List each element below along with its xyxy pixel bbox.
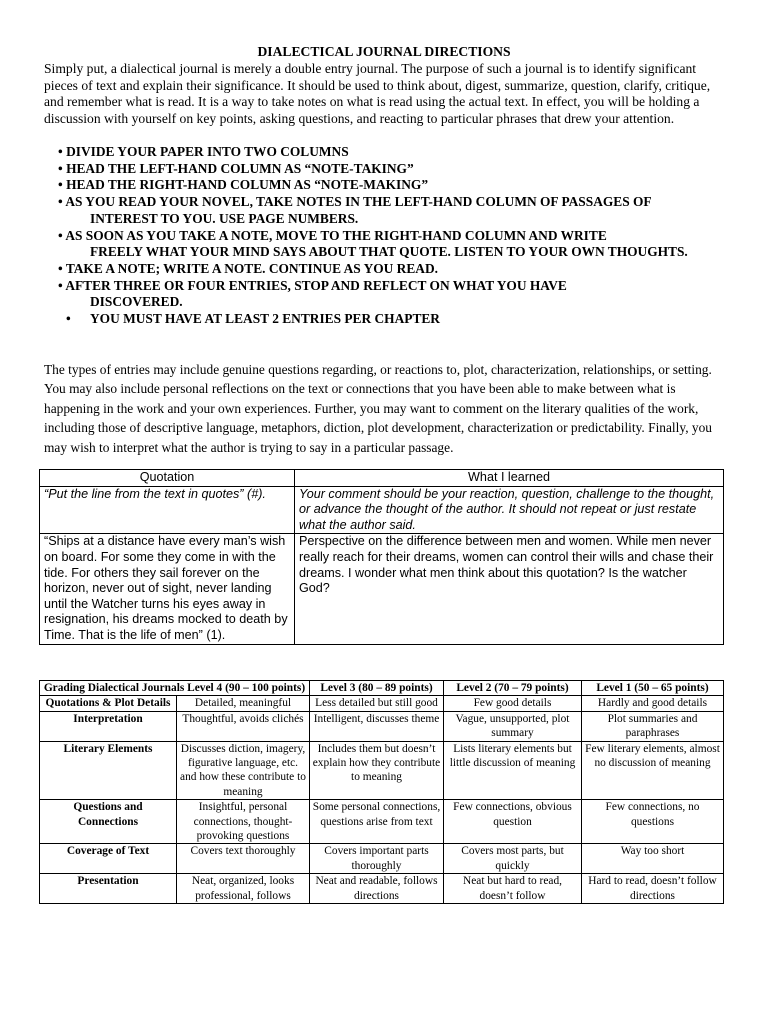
criterion-cell: Presentation xyxy=(40,874,177,904)
table-header-row xyxy=(40,470,724,487)
level4-cell: Thoughtful, avoids clichés xyxy=(177,711,310,741)
list-item-text: AFTER THREE OR FOUR ENTRIES, STOP AND REFLECT ON WHAT YOU HAVE xyxy=(65,277,567,293)
directions-list xyxy=(58,144,728,328)
level3-cell: Neat and readable, follows directions xyxy=(310,874,444,904)
page-title: DIALECTICAL JOURNAL DIRECTIONS xyxy=(257,44,511,59)
level1-cell: Few connections, no questions xyxy=(582,800,724,844)
rubric-row xyxy=(40,741,724,800)
rubric-row xyxy=(40,696,724,711)
table-row xyxy=(40,534,724,644)
level3-cell: Some personal connections, questions arise from text xyxy=(310,800,444,844)
bullet-mark: • xyxy=(58,260,63,276)
list-item xyxy=(58,311,728,328)
level4-cell: Discusses diction, imagery, figurative language, etc. and how these contribute to meaning xyxy=(177,741,310,800)
rubric-header: Grading Dialectical Journals Level 4 (90 – 100 points) xyxy=(40,681,310,696)
list-item xyxy=(58,261,728,278)
list-item xyxy=(58,228,728,261)
list-item-text: AS SOON AS YOU TAKE A NOTE, MOVE TO THE RIGHT-HAND COLUMN AND WRITE xyxy=(65,227,607,243)
list-item-text: HEAD THE RIGHT-HAND COLUMN AS “NOTE-MAKING” xyxy=(66,177,429,193)
rubric-header-row xyxy=(40,681,724,696)
table-row xyxy=(40,486,724,534)
level3-cell: Covers important parts thoroughly xyxy=(310,844,444,874)
level1-cell: Plot summaries and paraphrases xyxy=(582,711,724,741)
level2-cell: Vague, unsupported, plot summary xyxy=(444,711,582,741)
entry-types-paragraph: The types of entries may include genuine questions regarding, or reactions to, plot, characterization, relationships, or setting. You may also include personal reflections on the text or connections that you have been able to make between what is happening in the work and your own experiences. Further, you may want to comment on the literary qualities of the work, including those of descriptive language, metaphors, diction, plot development, characterization or predictability. Finally, you may wish to interpret what the author is trying to say in a particular passage. xyxy=(44,362,712,455)
level2-cell: Lists literary elements but little discussion of meaning xyxy=(444,741,582,800)
list-item-text: AS YOU READ YOUR NOVEL, TAKE NOTES IN THE LEFT-HAND COLUMN OF PASSAGES OF xyxy=(65,194,652,210)
level4-cell: Covers text thoroughly xyxy=(177,844,310,874)
bullet-mark: • xyxy=(58,194,63,210)
rubric-header: Level 3 (80 – 89 points) xyxy=(310,681,444,696)
level2-cell: Covers most parts, but quickly xyxy=(444,844,582,874)
grading-rubric-table xyxy=(39,680,724,904)
level4-cell: Neat, organized, looks professional, follows xyxy=(177,874,310,904)
level4-cell: Detailed, meaningful xyxy=(177,696,310,711)
column-header: Quotation xyxy=(40,470,295,487)
list-item-text: DIVIDE YOUR PAPER INTO TWO COLUMNS xyxy=(66,144,349,159)
list-item-continuation: DISCOVERED. xyxy=(90,294,183,310)
list-item-text: YOU MUST HAVE AT LEAST 2 ENTRIES PER CHAPTER xyxy=(90,311,440,327)
level4-cell: Insightful, personal connections, thought-provoking questions xyxy=(177,800,310,844)
intro-paragraph: Simply put, a dialectical journal is merely a double entry journal. The purpose of such a journal is to identify significant pieces of text and explain their significance. It should be used to think about, digest, summarize, question, clarify, critique, and remember what is read. It is a way to take notes on what is read using the actual text. In effect, you will be holding a discussion with yourself on key points, asking questions, and reacting to particular phrases that drew your attention. xyxy=(44,61,711,126)
criterion-cell: Interpretation xyxy=(40,711,177,741)
level1-cell: Few literary elements, almost no discussion of meaning xyxy=(582,741,724,800)
learned-cell: Your comment should be your reaction, question, challenge to the thought, or advance the thought of the author. It should not repeat or just restate what the author said. xyxy=(295,486,724,534)
level3-cell: Intelligent, discusses theme xyxy=(310,711,444,741)
quote-cell: “Ships at a distance have every man’s wish on board. For some they come in with the tide. For others they sail forever on the horizon, never out of sight, never landing until the Watcher turns his eyes away in resignation, his dreams mocked to death by Time. That is the life of men” (1). xyxy=(40,534,295,644)
bullet-mark: • xyxy=(58,160,63,176)
list-item xyxy=(58,161,728,178)
rubric-row xyxy=(40,800,724,844)
learned-cell: Perspective on the difference between men and women. While men never really reach for their dreams, women can control their wills and chase their dreams. I wonder what men think about this quotation? Is the watcher God? xyxy=(295,534,724,644)
list-item-continuation: INTEREST TO YOU. USE PAGE NUMBERS. xyxy=(90,210,359,226)
journal-example-table xyxy=(39,469,724,645)
criterion-cell: Questions and Connections xyxy=(40,800,177,844)
level2-cell: Neat but hard to read, doesn’t follow xyxy=(444,874,582,904)
list-item xyxy=(58,144,728,161)
bullet-mark: • xyxy=(58,177,63,193)
level2-cell: Few good details xyxy=(444,696,582,711)
rubric-row xyxy=(40,874,724,904)
criterion-cell: Coverage of Text xyxy=(40,844,177,874)
criterion-cell: Quotations & Plot Details xyxy=(40,696,177,711)
rubric-row xyxy=(40,711,724,741)
column-header: What I learned xyxy=(295,470,724,487)
rubric-header: Level 1 (50 – 65 points) xyxy=(582,681,724,696)
level1-cell: Hard to read, doesn’t follow directions xyxy=(582,874,724,904)
list-item xyxy=(58,177,728,194)
level3-cell: Includes them but doesn’t explain how they contribute to meaning xyxy=(310,741,444,800)
level2-cell: Few connections, obvious question xyxy=(444,800,582,844)
level1-cell: Hardly and good details xyxy=(582,696,724,711)
list-item-continuation: FREELY WHAT YOUR MIND SAYS ABOUT THAT QUOTE. LISTEN TO YOUR OWN THOUGHTS. xyxy=(90,244,688,260)
bullet-mark: • xyxy=(58,227,63,243)
list-item xyxy=(58,194,728,227)
rubric-row xyxy=(40,844,724,874)
bullet-mark: • xyxy=(58,144,63,159)
rubric-header: Level 2 (70 – 79 points) xyxy=(444,681,582,696)
level1-cell: Way too short xyxy=(582,844,724,874)
list-item xyxy=(58,278,728,311)
bullet-mark: • xyxy=(58,277,63,293)
quote-cell: “Put the line from the text in quotes” (#). xyxy=(40,486,295,534)
list-item-text: TAKE A NOTE; WRITE A NOTE. CONTINUE AS YOU READ. xyxy=(65,260,438,276)
bullet-mark: • xyxy=(66,311,71,327)
list-item-text: HEAD THE LEFT-HAND COLUMN AS “NOTE-TAKING” xyxy=(66,160,414,176)
level3-cell: Less detailed but still good xyxy=(310,696,444,711)
criterion-cell: Literary Elements xyxy=(40,741,177,800)
